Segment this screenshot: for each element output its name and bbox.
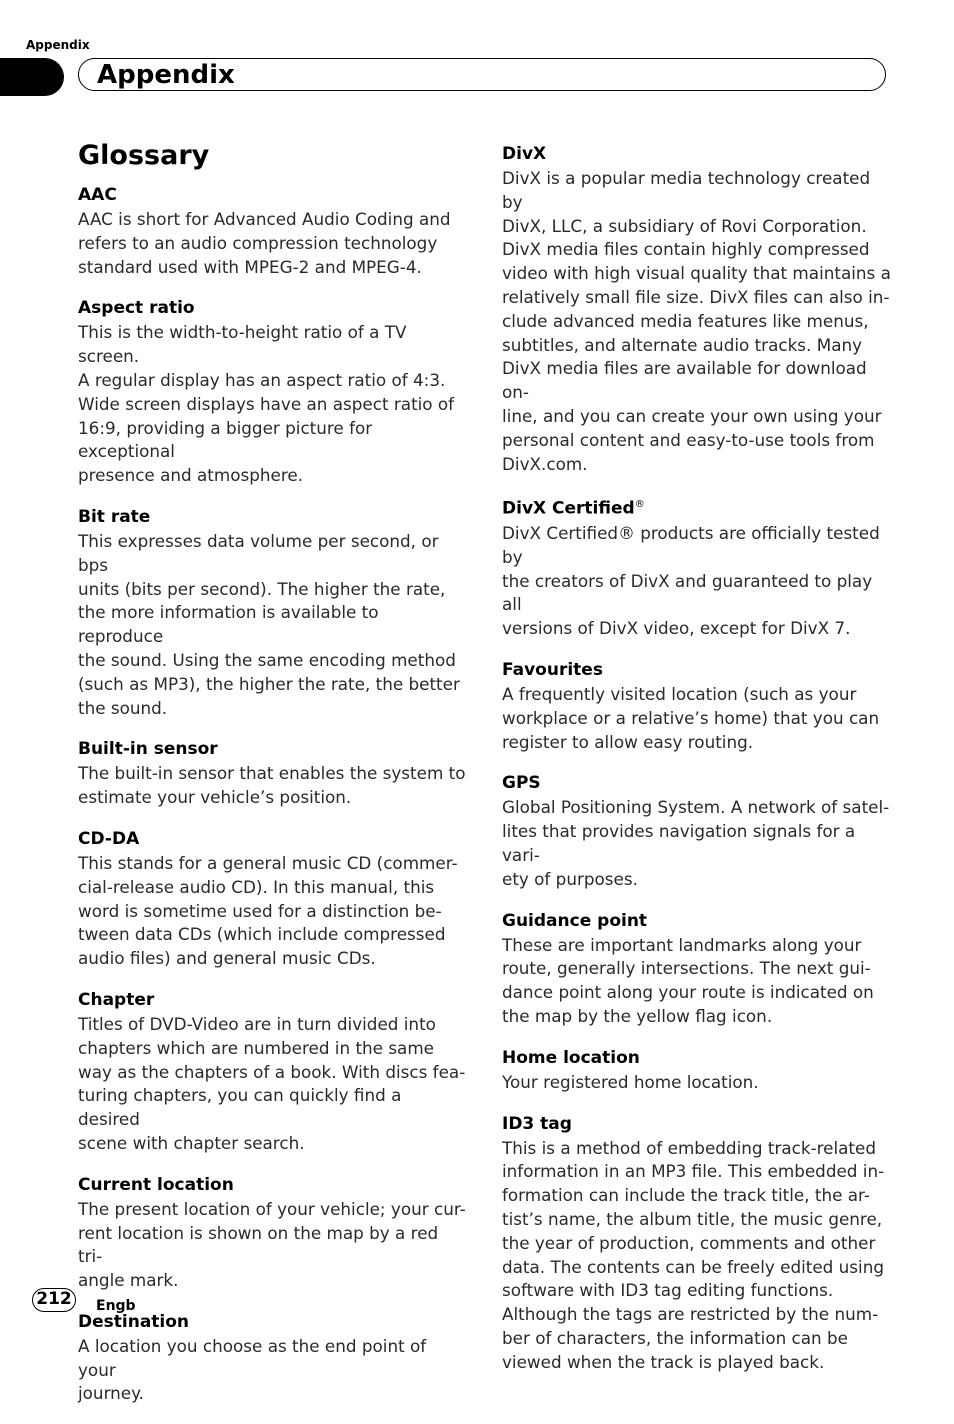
registered-mark: ® [634,499,645,511]
glossary-definition: This is a method of embedding track-related information in an MP3 file. This embedded in- formation can include the track title, the ar- tist’s name, the album title, the music genre, the year of production, comments and other data. The contents can be freely edited using software with ID3 tag editing functions. Although the tags are restricted by the num- ber of characters, the information can be viewed when the track is played back. [502,1137,885,1372]
glossary-definition: A location you choose as the end point of your journey. [78,1335,427,1404]
running-head: Appendix [26,38,90,52]
section-title: Appendix [97,60,235,90]
glossary-term-with-mark [502,494,894,520]
glossary-term: Favourites [502,660,603,680]
glossary-term: Destination [78,1311,190,1332]
glossary-entry [502,1047,894,1095]
glossary-term: Guidance point [502,910,648,931]
glossary-entry [78,828,466,971]
glossary-term: CD-DA [78,828,140,849]
glossary-entry [502,910,894,1029]
page-number: 212 [32,1288,76,1312]
section-banner [78,58,886,91]
glossary-term: Aspect ratio [78,298,195,319]
glossary-entry [502,143,894,476]
glossary-definition: This stands for a general music CD (commer- cial-release audio CD). In this manual, this word is sometime used for a distinction be- tween data CDs (which include compressed audio files) and general music CDs. [78,852,458,969]
glossary-list-right [502,143,894,1393]
glossary-entry [78,506,466,720]
glossary-term: GPS [502,773,541,794]
glossary-entry [78,184,466,279]
glossary-term: DivX Certified [502,499,635,520]
glossary-list-left [78,184,466,1424]
glossary-definition: AAC is short for Advanced Audio Coding and refers to an audio compression technology standard used with MPEG-2 and MPEG-4. [78,209,451,277]
glossary-term: Current location [78,1174,234,1195]
glossary-term: DivX [502,144,547,164]
section-tab-marker [0,58,64,96]
glossary-entry [502,659,894,754]
glossary-entry [78,1311,466,1406]
glossary-definition: DivX Certified® products are officially tested by the creators of DivX and guaranteed to play all versions of DivX video, except for DivX 7. [502,523,880,639]
glossary-entry [78,1174,466,1293]
glossary-definition: These are important landmarks along your route, generally intersections. The next gui- dance point along your route is indicated on the map by the yellow flag icon. [502,934,874,1026]
glossary-term: ID3 tag [502,1113,572,1134]
glossary-definition: This expresses data volume per second, or bps units (bits per second). The higher the rate, the more information is available to reproduce the sound. Using the same encoding method (such as MP3), the higher the rate, the better the sound. [78,530,460,718]
glossary-entry [502,1113,894,1375]
glossary-definition: Global Positioning System. A network of satel- lites that provides navigation signals for a vari- ety of purposes. [502,797,890,889]
language-code: Engb [96,1298,136,1314]
page-title: Glossary [78,140,210,171]
glossary-definition: A frequently visited location (such as your workplace or a relative’s home) that you can register to allow easy routing. [502,684,880,752]
glossary-entry [502,772,894,891]
glossary-term: Bit rate [78,506,151,527]
glossary-entry [78,738,466,810]
glossary-entry [78,989,466,1156]
glossary-entry [502,494,894,641]
glossary-definition: Your registered home location. [502,1071,759,1092]
glossary-term: AAC [78,185,117,205]
glossary-term: Chapter [78,989,155,1010]
glossary-definition: Titles of DVD-Video are in turn divided into chapters which are numbered in the same way as the chapters of a book. With discs fea- turing chapters, you can quickly find a desired scene with chapter search. [78,1013,466,1153]
glossary-definition: The present location of your vehicle; your cur- rent location is shown on the map by a red tri- angle mark. [78,1198,466,1291]
glossary-definition: DivX is a popular media technology created by DivX, LLC, a subsidiary of Rovi Corporation. DivX media files contain highly compressed video with high visual quality that maintains a relatively small file size. DivX files can also in- clude advanced media features like menus, subtitles, and alternate audio tracks. Many DivX media files are available for download on- line, and you can create your own using your personal content and easy-to-use tools from DivX.com. [502,168,891,474]
glossary-term: Home location [502,1047,640,1068]
glossary-entry [78,297,466,488]
glossary-definition: The built-in sensor that enables the system to estimate your vehicle’s position. [78,763,466,808]
glossary-term: Built-in sensor [78,739,218,760]
glossary-definition: This is the width-to-height ratio of a TV screen. A regular display has an aspect ratio of 4:3. Wide screen displays have an aspect ratio of 16:9, providing a bigger picture for exceptional presence and atmosphere. [78,322,455,486]
